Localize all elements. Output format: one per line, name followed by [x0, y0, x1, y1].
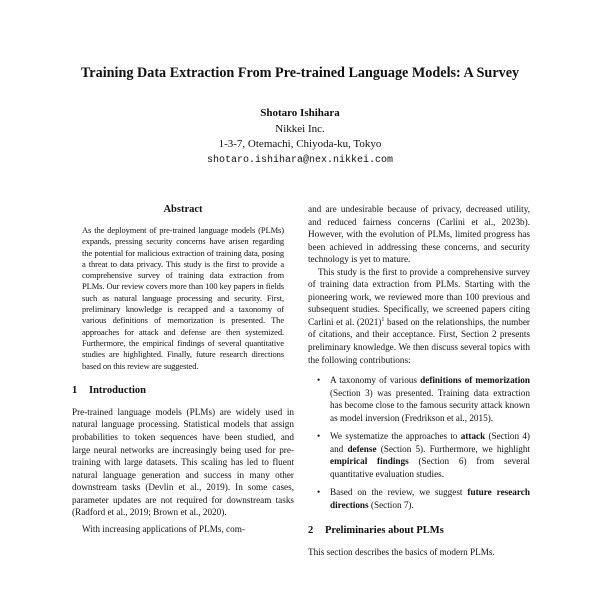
author-address: 1-3-7, Otemachi, Chiyoda-ku, Tokyo — [218, 138, 382, 150]
author-affiliation: Nikkei Inc. — [275, 122, 325, 135]
intro-paragraph-continued: and are undesirable because of privacy, decreased utility, and reduced fairness concerns (Carlini et al., 2023b). However, with the evolution of PLMs, limited progress has been achieved in addressing these concerns, and security technology is yet to mature. — [308, 204, 530, 265]
bullet-icon: • — [317, 375, 321, 386]
list-item — [308, 486, 530, 511]
contribution-emphasis: empirical findings — [330, 456, 409, 467]
contribution-text: (Section 7). — [368, 500, 414, 511]
author-email: shotaro.ishihara@nex.nikkei.com — [206, 154, 394, 166]
intro-paragraph-3 — [308, 266, 530, 366]
contribution-text: (Section 3) was presented. Training data extraction has become close to the famous security attack known as model inversion (Fredrikson et al., 2015). — [330, 387, 530, 423]
intro-paragraph-1: Pre-trained language models (PLMs) are widely used in natural language processing. Statistical models that assign probabilities to token sequences have been studied, and large neural networks are increasingly being used for pre-training with large datasets. This scaling has led to fluent natural language generation and success in many other downstream tasks (Devlin et al., 2019). In some cases, parameter updates are not required for downstream tasks (Radford et al., 2019; Brown et al., 2020). — [72, 406, 294, 518]
paper-title: Training Data Extraction From Pre-trained Language Models: A Survey — [80, 65, 520, 81]
list-item — [308, 430, 530, 480]
section-number: 2 — [308, 524, 314, 536]
para3-text-b: based on the relationships, the number of citations, and their acceptance. First, Section 2 presents preliminary knowledge. We then discuss several topics with the following contributions: — [308, 316, 530, 365]
section-heading-introduction — [72, 384, 294, 397]
list-item — [308, 374, 530, 424]
contribution-text: Based on the review, we suggest — [330, 487, 468, 498]
contributions-list — [308, 374, 530, 511]
contribution-emphasis: attack — [460, 431, 486, 442]
author-block — [0, 106, 600, 168]
section-number: 1 — [72, 384, 78, 396]
section-heading-preliminaries — [308, 524, 530, 537]
prelim-paragraph: This section describes the basics of modern PLMs. — [308, 546, 495, 557]
contribution-text: (Section 5). Furthermore, we highlight — [376, 443, 531, 454]
contribution-emphasis: definitions of memorization — [420, 375, 530, 386]
abstract-text: As the deployment of pre-trained language models (PLMs) expands, pressing security concerns have arisen regarding the potential for malicious extraction of training data, posing a threat to data privacy. This study is the first to provide a comprehensive survey of training data extraction from PLMs. Our review covers more than 100 key papers in fields such as natural language processing and security. First, preliminary knowledge is recapped and a taxonomy of various definitions of memorization is presented. The approaches for attack and defense are then systemized. Furthermore, the empirical findings of several quantitative studies are highlighted. Finally, future research directions based on this review are suggested. — [82, 225, 284, 371]
abstract-heading: Abstract — [163, 204, 203, 215]
right-column — [308, 203, 530, 558]
intro-paragraph-2: With increasing applications of PLMs, com- — [82, 523, 245, 534]
section-title: Preliminaries about PLMs — [325, 524, 444, 536]
bullet-icon: • — [317, 431, 321, 442]
contribution-text: (Section 6) from several quantitative evaluation studies. — [330, 456, 530, 479]
para3-text-a: This study is the first to provide a comprehensive survey of training data extraction from PLMs. Starting with the pioneering work, we reviewed more than 100 previous and subsequent studies. Specifically, we screened papers citing Carlini et al. (2021) — [308, 266, 530, 327]
contribution-text: We systematize the approaches to — [330, 431, 461, 442]
contribution-text: (Section 4) and — [330, 431, 530, 454]
footnote-marker[interactable]: 1 — [381, 316, 385, 323]
contribution-emphasis: defense — [347, 443, 377, 454]
author-name: Shotaro Ishihara — [260, 107, 340, 119]
contribution-text: A taxonomy of various — [330, 375, 421, 386]
section-title: Introduction — [89, 384, 146, 396]
contribution-emphasis: future research directions — [330, 487, 530, 511]
left-column — [72, 203, 294, 535]
bullet-icon: • — [317, 487, 321, 498]
